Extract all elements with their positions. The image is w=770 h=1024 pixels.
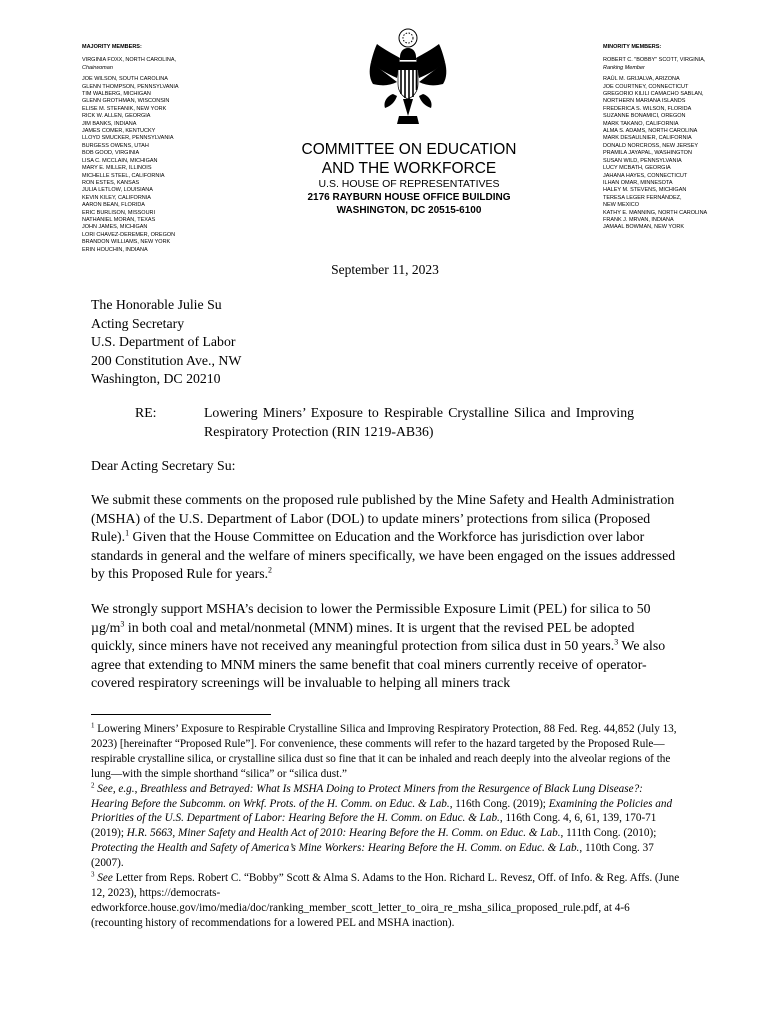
letterhead-line-2: AND THE WORKFORCE [321, 160, 497, 177]
majority-member: JAMES COMER, KENTUCKY [82, 128, 156, 135]
body-paragraph-2 [91, 600, 681, 693]
minority-member: JAHANA HAYES, CONNECTICUT [603, 172, 688, 179]
minority-member: NEW MEXICO [603, 202, 640, 209]
majority-member: RICK W. ALLEN, GEORGIA [82, 113, 151, 120]
paragraph-text: We submit these comments on the proposed rule published by the Mine Safety and Health Administration (MSHA) of the U.S. Department of Labor (DOL) to update miners’ protections from silica (Proposed Rule). [91, 492, 675, 544]
minority-member: FREDERICA S. WILSON, FLORIDA [603, 105, 692, 112]
unit-superscript: 3 [120, 618, 125, 628]
body-paragraph-1 [91, 491, 681, 584]
majority-member: NATHANIEL MORAN, TEXAS [82, 216, 156, 223]
recipient-line: Washington, DC 20210 [91, 371, 221, 386]
recipient-address [91, 296, 241, 389]
minority-member: LUCY MCBATH, GEORGIA [603, 165, 671, 172]
footnote-signal: See [97, 872, 113, 885]
footnote-text: , 110th Cong. 37 (2007). [91, 842, 654, 870]
minority-member: DONALD NORCROSS, NEW JERSEY [603, 142, 699, 149]
recipient-line: 200 Constitution Ave., NW [91, 352, 242, 368]
house-seal-eagle-icon [363, 24, 453, 136]
footnote-text: , 116th Cong. 4, 6, 61, 139, 170-71 (2019); [91, 812, 657, 840]
majority-member: MICHELLE STEEL, CALIFORNIA [82, 172, 165, 179]
footnote-text: , 111th Cong. (2010); [560, 827, 657, 840]
majority-member: ELISE M. STEFANIK, NEW YORK [82, 105, 167, 112]
majority-member: LISA C. MCCLAIN, MICHIGAN [82, 157, 158, 164]
salutation: Dear Acting Secretary Su: [91, 458, 236, 473]
minority-member: FRANK J. MRVAN, INDIANA [603, 216, 674, 223]
minority-member: MARK DESAULNIER, CALIFORNIA [603, 135, 692, 142]
ranking-member-name: ROBERT C. "BOBBY" SCOTT, VIRGINIA, [603, 57, 706, 64]
minority-member: MARK TAKANO, CALIFORNIA [603, 120, 679, 127]
majority-member-list [82, 76, 272, 254]
majority-member: MARY E. MILLER, ILLINOIS [82, 165, 152, 172]
citation-title: Protecting the Health and Safety of America’s Mine Workers: Hearing Before the H. Comm. on Educ. & Lab. [91, 842, 580, 855]
footnote-ref-1[interactable]: 1 [125, 528, 130, 538]
majority-member: JOE WILSON, SOUTH CAROLINA [82, 76, 168, 83]
ranking-member-role: Ranking Member [603, 64, 645, 71]
footnote-1 [91, 722, 681, 782]
minority-member: NORTHERN MARIANA ISLANDS [603, 98, 686, 105]
paragraph-text: in both coal and metal/nonmetal (MNM) mines. It is urgent that the revised PEL be adopted quickly, since miners have not received any meaningful protection from silica dust in 50 years. [91, 619, 635, 653]
majority-member: ERIN HOUCHIN, INDIANA [82, 246, 148, 253]
citation-title: H.R. 5663, Miner Safety and Health Act of 2010: Hearing Before the H. Comm. on Educ. & Lab. [126, 827, 561, 840]
citation-title: Examining the Policies and Priorities of the U.S. Department of Labor: Hearing Before the H. Comm. on Educ. & Lab. [91, 797, 673, 825]
majority-member: JOHN JAMES, MICHIGAN [82, 224, 148, 231]
majority-member: GLENN THOMPSON, PENNSYLVANIA [82, 83, 179, 90]
minority-member: KATHY E. MANNING, NORTH CAROLINA [603, 209, 708, 216]
minority-member: JAMAAL BOWMAN, NEW YORK [603, 224, 684, 231]
majority-member: TIM WALBERG, MICHIGAN [82, 91, 151, 98]
footnote-text: , [134, 782, 141, 795]
footnotes [91, 722, 681, 931]
majority-members-roster [82, 44, 272, 254]
letterhead-line-3: U.S. HOUSE OF REPRESENTATIVES [318, 178, 500, 190]
letter-date: September 11, 2023 [331, 262, 439, 277]
majority-member: KEVIN KILEY, CALIFORNIA [82, 194, 151, 201]
majority-member: LLOYD SMUCKER, PENNSYLVANIA [82, 135, 174, 142]
majority-member: AARON BEAN, FLORIDA [82, 202, 145, 209]
citation-title: Breathless and Betrayed: What Is MSHA Doing to Protect Miners from the Resurgence of Black Lung Disease?: Hearing Before the Subcomm. on Wrkf. Prots. of the H. Comm. on Educ. & Lab. [91, 782, 643, 810]
minority-member: JOE COURTNEY, CONNECTICUT [603, 83, 689, 90]
footnote-number: 3 [91, 870, 95, 879]
footnote-3 [91, 871, 681, 931]
minority-member: RAÚL M. GRIJALVA, ARIZONA [603, 76, 680, 83]
minority-member: ALMA S. ADAMS, NORTH CAROLINA [603, 128, 698, 135]
recipient-line: The Honorable Julie Su [91, 297, 222, 312]
footnote-ref-3[interactable]: 3 [614, 637, 619, 647]
recipient-line: U.S. Department of Labor [91, 334, 236, 349]
majority-member: JULIA LETLOW, LOUISIANA [82, 187, 153, 194]
majority-member: LORI CHAVEZ-DEREMER, OREGON [82, 231, 176, 238]
letterhead-line-1: COMMITTEE ON EDUCATION [301, 141, 517, 158]
chair-role: Chairwoman [82, 64, 113, 71]
majority-member: ERIC BURLISON, MISSOURI [82, 209, 156, 216]
letterhead-line-4: 2176 RAYBURN HOUSE OFFICE BUILDING [307, 192, 511, 203]
minority-member: HALEY M. STEVENS, MICHIGAN [603, 187, 687, 194]
minority-member: ILHAN OMAR, MINNESOTA [603, 179, 673, 186]
footnote-divider [91, 714, 271, 715]
minority-member: TERESA LEGER FERNÁNDEZ, [603, 194, 682, 201]
footnote-ref-2[interactable]: 2 [268, 565, 273, 575]
recipient-line: Acting Secretary [91, 315, 185, 331]
letterhead-line-5: WASHINGTON, DC 20515-6100 [336, 205, 482, 216]
footnote-text: Letter from Reps. Robert C. “Bobby” Scott & Alma S. Adams to the Hon. Richard L. Revesz, Off. of Info. & Reg. Affs. (June 12, 2023), https://democrats-edworkforce.house.gov/imo/media/doc/ranking_member_scott_letter_to_oira_re_msha_silica_proposed_rule.pdf, at 4-6 (recounting history of recommendations for a lowered PEL and MSHA inaction). [91, 872, 680, 929]
footnote-number: 2 [91, 780, 95, 789]
footnote-text: Lowering Miners’ Exposure to Respirable Crystalline Silica and Improving Respiratory Protection, 88 Fed. Reg. 44,852 (July 13, 2023) [hereinafter “Proposed Rule”]. For convenience, these comments will refer to the hazard targeted by the Proposed Rule—respirable crystalline silica, or crystalline silica dust so fine that it can be inhaled and reach deeply into the alveolar regions of the lung—with the simple shorthand “silica” or “silica dust.” [91, 723, 677, 780]
minority-member: SUSAN WILD, PENNSYLVANIA [603, 157, 682, 164]
footnote-signal: See, e.g. [97, 782, 135, 795]
majority-member: BOB GOOD, VIRGINIA [82, 150, 140, 157]
re-subject: Lowering Miners’ Exposure to Respirable Crystalline Silica and Improving Respiratory Protection (RIN 1219-AB36) [204, 405, 634, 439]
minority-member: PRAMILA JAYAPAL, WASHINGTON [603, 150, 692, 157]
minority-heading: MINORITY MEMBERS: [603, 44, 662, 50]
paragraph-text: We also agree that extending to MNM miners the same benefit that coal miners currently receive of operator-covered respiratory screenings will be invaluable to helping all miners track [91, 638, 666, 690]
paragraph-text: Given that the House Committee on Education and the Workforce has jurisdiction over labor standards in general and the welfare of miners specifically, we have been engaged on the issues addressed by this Proposed Rule for years. [91, 529, 676, 581]
majority-member: RON ESTES, KANSAS [82, 179, 140, 186]
minority-member-list [603, 76, 763, 232]
majority-heading: MAJORITY MEMBERS: [82, 44, 142, 50]
re-label: RE: [135, 405, 157, 420]
minority-member: GREGORIO KILILI CAMACHO SABLAN, [603, 91, 704, 98]
minority-member: SUZANNE BONAMICI, OREGON [603, 113, 686, 120]
majority-member: JIM BANKS, INDIANA [82, 120, 137, 127]
paragraph-text: We strongly support MSHA’s decision to lower the Permissible Exposure Limit (PEL) for silica to 50 µg/m [91, 601, 651, 635]
minority-members-roster [603, 44, 763, 232]
majority-member: BRANDON WILLIAMS, NEW YORK [82, 239, 171, 246]
footnote-number: 1 [91, 721, 95, 730]
chair-name: VIRGINIA FOXX, NORTH CAROLINA, [82, 57, 177, 64]
footnote-text: , 116th Cong. (2019); [449, 797, 549, 810]
committee-letterhead [278, 140, 540, 217]
footnote-2 [91, 782, 681, 871]
majority-member: BURGESS OWENS, UTAH [82, 142, 149, 149]
majority-member: GLENN GROTHMAN, WISCONSIN [82, 98, 170, 105]
